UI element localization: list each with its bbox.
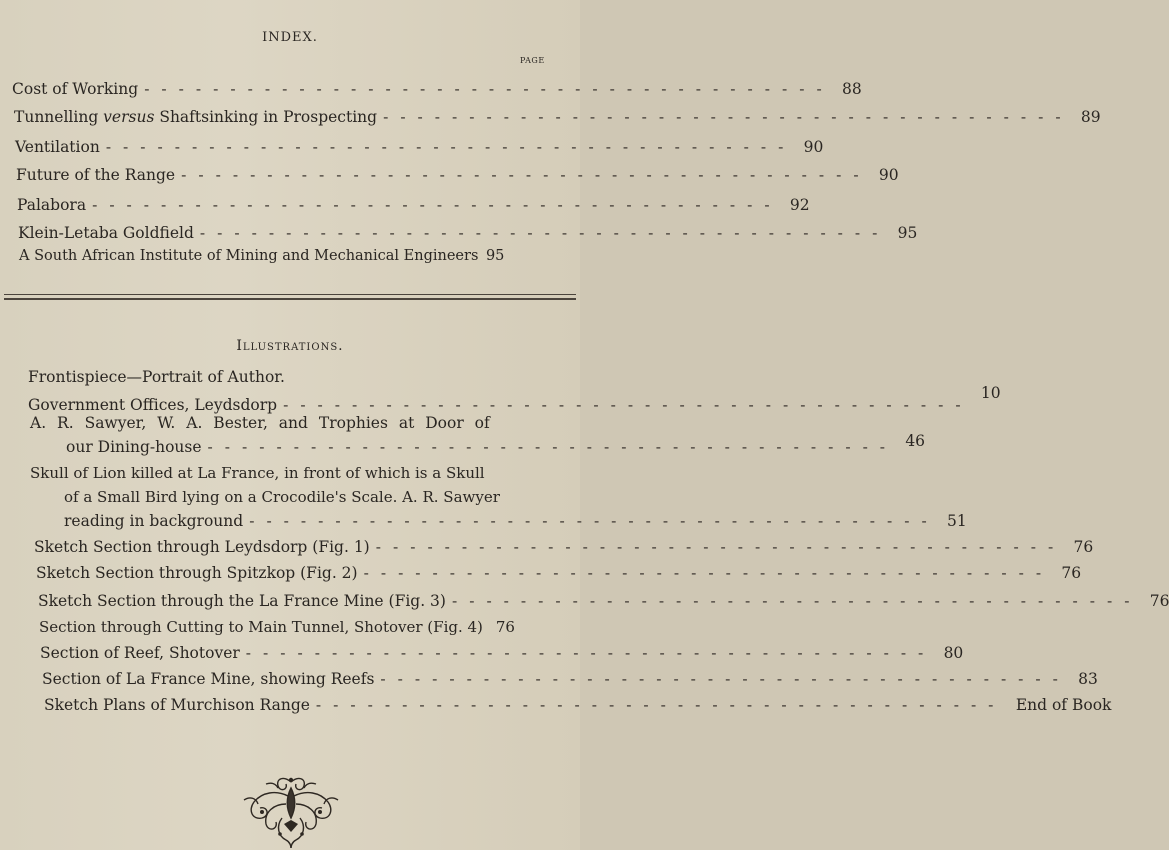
entry-title: Sketch Section through the La France Mine (Fig. 3) <box>38 592 446 610</box>
entry-page: 92 <box>789 196 810 214</box>
illustration-entry <box>39 618 557 640</box>
dot-leader: ---------------------------------------- <box>144 80 834 98</box>
entry-page: 10 <box>980 384 1001 402</box>
entry-title: Section of La France Mine, showing Reefs <box>42 670 375 688</box>
dot-leader: ---------------------------------------- <box>451 592 1142 610</box>
dot-leader: ---------------------------------------- <box>363 564 1054 582</box>
entry-title: Sketch Plans of Murchison Range <box>44 696 310 714</box>
dot-leader: ---------------------------------------- <box>105 138 796 156</box>
illustration-entry <box>38 592 1169 614</box>
index-entry <box>18 224 918 246</box>
divider-rule <box>4 298 576 300</box>
entry-page: 89 <box>1080 108 1101 126</box>
entry-page: 90 <box>803 138 824 156</box>
entry-page: 76 <box>1073 538 1094 556</box>
dot-leader: ---------------------------------------- <box>181 166 871 184</box>
floral-ornament-icon <box>236 774 346 850</box>
entry-title: Frontispiece—Portrait of Author. <box>28 368 285 386</box>
entry-title-line2: our Dining-house <box>66 438 202 456</box>
entry-page: 90 <box>878 166 899 184</box>
illustration-entry-line1: Skull of Lion killed at La France, in front of which is a Skull <box>30 464 485 482</box>
entry-page: 95 <box>897 224 918 242</box>
entry-title: Section through Cutting to Main Tunnel, Shotover (Fig. 4) <box>39 618 483 636</box>
entry-page: 95 <box>485 248 505 264</box>
entry-title: Sketch Section through Leydsdorp (Fig. 1) <box>34 538 370 556</box>
entry-title: Cost of Working <box>12 80 139 98</box>
dot-leader: ---------------------------------------- <box>383 108 1073 126</box>
dot-leader: ---------------------------------------- <box>92 196 782 214</box>
entry-page: 76 <box>1061 564 1082 582</box>
index-entry <box>19 248 553 270</box>
entry-page: 76 <box>495 618 515 636</box>
entry-title: A South African Institute of Mining and Mechanical Engineers <box>19 248 479 264</box>
entry-title: Government Offices, Leydsdorp <box>28 396 278 414</box>
dot-leader: ---------------------------------------- <box>315 696 1006 714</box>
index-entry <box>12 80 862 102</box>
illustration-entry <box>64 512 967 534</box>
entry-title: Future of the Range <box>16 166 176 184</box>
dot-leader: ---------------------------------------- <box>249 512 939 530</box>
entry-title: Palabora <box>17 196 87 214</box>
dot-leader: ---------------------------------------- <box>375 538 1066 556</box>
entry-title-line3: reading in background <box>64 512 244 530</box>
entry-page: 76 <box>1149 592 1169 610</box>
entry-page: 88 <box>841 80 862 98</box>
illustrations-heading: Illustrations. <box>236 338 344 354</box>
divider-rule <box>4 294 576 295</box>
entry-page: 51 <box>946 512 967 530</box>
entry-title: Section of Reef, Shotover <box>40 644 240 662</box>
illustration-entry <box>36 564 1082 586</box>
illustration-entry-line2: of a Small Bird lying on a Crocodile's Scale. A. R. Sawyer <box>64 488 500 506</box>
index-heading: INDEX. <box>262 30 318 45</box>
illustration-entry <box>44 696 1112 718</box>
index-entry <box>15 138 824 160</box>
illustration-entry <box>28 368 548 390</box>
dot-leader: ---------------------------------------- <box>207 438 898 456</box>
dot-leader: ---------------------------------------- <box>199 224 890 242</box>
dot-leader: ---------------------------------------- <box>245 644 936 662</box>
entry-title: Klein-Letaba Goldfield <box>18 224 194 242</box>
illustration-entry <box>34 538 1094 560</box>
entry-page: 83 <box>1078 670 1098 688</box>
illustration-entry <box>40 644 964 666</box>
dot-leader: ---------------------------------------- <box>380 670 1070 688</box>
index-entry <box>17 196 810 218</box>
dot-leader: ---------------------------------------- <box>283 396 973 414</box>
entry-title: Ventilation <box>15 138 100 156</box>
illustration-entry <box>42 670 1098 692</box>
page-column-label: PAGE <box>520 56 545 65</box>
entry-page: End of Book <box>1015 696 1112 714</box>
entry-page: 46 <box>905 432 926 450</box>
entry-title: Sketch Section through Spitzkop (Fig. 2) <box>36 564 358 582</box>
illustration-entry-line1: A. R. Sawyer, W. A. Bester, and Trophies at Door of <box>30 414 490 432</box>
entry-title: Tunnelling versus Shaftsinking in Prospecting <box>14 108 378 126</box>
illustration-entry <box>66 432 926 460</box>
index-entry <box>14 108 1101 130</box>
index-entry <box>16 166 899 188</box>
entry-page: 80 <box>943 644 964 662</box>
